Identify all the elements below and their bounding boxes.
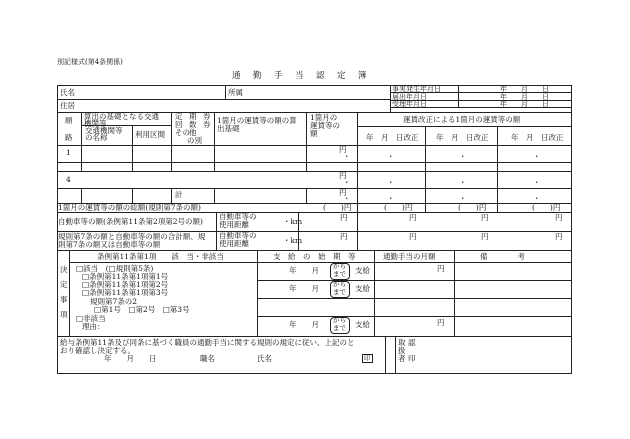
combined-rev1-yen: 円 xyxy=(409,232,417,241)
car-rev3-yen: 円 xyxy=(555,213,563,222)
rule72-label: 規則第7条の2 xyxy=(90,297,138,306)
order-header-bottom: 路 xyxy=(65,133,73,142)
car-distance-unit: ・km xyxy=(283,217,303,226)
row1-rev1-dot: ・ xyxy=(387,152,395,161)
start-row4-yearmonth[interactable]: 年 月 xyxy=(289,320,319,329)
name-label: 氏名 xyxy=(60,88,75,97)
handler-label-3: 者 xyxy=(398,354,406,363)
total-rule-rev3[interactable]: ( )円 xyxy=(532,203,561,212)
total-dot: ・ xyxy=(343,194,351,203)
revision-col-2: 年 月 日改正 xyxy=(436,133,489,142)
clause-header: 条例第11条第1項 該 当・非該当 xyxy=(97,252,224,261)
total-yen: 円 xyxy=(339,188,347,197)
total-rev3-dot: ・ xyxy=(533,194,541,203)
signer-name-label: 氏名 xyxy=(257,354,272,363)
rule72-checkboxes[interactable]: □第1号 □第2号 □第3号 xyxy=(94,305,190,314)
start-row4-made: まで xyxy=(333,324,346,332)
confirmation-statement-1: 給与条例第11条及び同条に基づく職員の通勤手当に関する規則の規定に従い、上記のと xyxy=(60,338,355,347)
section-header: 利用区間 xyxy=(135,130,165,139)
combined-distance-label-2: 使用距離 xyxy=(219,239,249,248)
confirm-label-3: 印 xyxy=(408,354,416,363)
period-col-1a: 定 xyxy=(175,112,183,121)
page-title: 通 勤 手 当 認 定 簿 xyxy=(232,71,369,81)
row1-dot: ・ xyxy=(343,152,351,161)
monthly-basis-header-2: 出基礎 xyxy=(217,124,240,133)
combined-label-1: 規則第7条の額と自動車等の額の合計額、規 xyxy=(58,232,206,241)
total-rule-label: 1箇月の運賃等の額の総額(規則第7条の額) xyxy=(58,203,201,212)
period-col-3b: 券 xyxy=(203,120,211,129)
start-row1-kara: から xyxy=(333,262,346,270)
car-distance-label-1: 自動車等の xyxy=(219,212,257,221)
combined-yen: 円 xyxy=(340,232,348,241)
order-header-top: 順 xyxy=(65,116,73,125)
car-distance-label-2: 使用距離 xyxy=(219,220,249,229)
row4-rev1-dot: ・ xyxy=(387,178,395,187)
total-rev1-dot: ・ xyxy=(387,194,395,203)
clause-item-1-checkbox[interactable]: □条例第11条第1項第1号 xyxy=(82,272,169,281)
agency-header-2: の名称 xyxy=(85,133,108,142)
handler-label-2: 扱 xyxy=(398,346,406,355)
start-row2-payment: 支給 xyxy=(355,284,370,293)
start-row2-yearmonth[interactable]: 年 月 xyxy=(289,284,319,293)
seal-mark xyxy=(362,354,373,363)
monthly-fare-header-3: 額 xyxy=(310,129,318,138)
clause-item-3-checkbox[interactable]: □条例第11条第1項第3号 xyxy=(82,288,169,297)
period-col-2a: 期 xyxy=(189,112,197,121)
row4-rev2-dot: ・ xyxy=(459,178,467,187)
decision-side-2: 定 xyxy=(60,280,68,289)
decision-side-3: 事 xyxy=(60,295,68,304)
confirmation-date[interactable]: 年 月 日 xyxy=(104,354,157,363)
basis-header-2: 機関等 xyxy=(84,119,107,128)
fact-date-label: 事実発生年月日 xyxy=(392,85,441,93)
car-rev2-yen: 円 xyxy=(481,213,489,222)
period-col-2b: 数 xyxy=(189,120,197,129)
basis-header-1: 算出の基礎となる交通 xyxy=(84,112,159,121)
row4-dot: ・ xyxy=(343,178,351,187)
monthly-basis-header-1: 1箇月の運賃等の額の算 xyxy=(217,116,297,125)
remarks-header: 備 考 xyxy=(480,252,525,261)
fact-date-value[interactable]: 年 月 日 xyxy=(500,85,549,93)
start-row1-yen: 円 xyxy=(437,264,445,273)
total-rev2-dot: ・ xyxy=(459,194,467,203)
car-amount-label: 自動車等の額(条例第11条第2項第2号の額) xyxy=(58,217,203,226)
confirm-label-1: 認 xyxy=(408,338,416,347)
start-row1-payment: 支給 xyxy=(355,266,370,275)
start-row4-yen: 円 xyxy=(437,318,445,327)
revision-col-1: 年 月 日改正 xyxy=(366,133,419,142)
position-label: 職名 xyxy=(200,354,215,363)
start-row1-yearmonth[interactable]: 年 月 xyxy=(289,266,319,275)
decision-side-4: 項 xyxy=(60,310,68,319)
start-row2-kara: から xyxy=(333,280,346,288)
combined-label-2: 則第7条の額又は自動車等の額 xyxy=(58,240,161,249)
total-rule-rev1[interactable]: ( )円 xyxy=(384,203,413,212)
monthly-fare-header-2: 運賃等の xyxy=(310,121,340,130)
clause-item-2-checkbox[interactable]: □条例第11条第1項第2号 xyxy=(82,280,169,289)
combined-distance-unit: ・km xyxy=(283,236,303,245)
total-rule-rev2[interactable]: ( )円 xyxy=(458,203,487,212)
period-col-2c: 他 xyxy=(189,128,197,137)
car-rev1-yen: 円 xyxy=(409,213,417,222)
notify-date-value[interactable]: 年 月 日 xyxy=(500,93,549,101)
period-col-3c: の別 xyxy=(187,136,202,145)
combined-distance-label-1: 自動車等の xyxy=(219,231,257,240)
receipt-date-value[interactable]: 年 月 日 xyxy=(500,100,549,108)
combined-rev3-yen: 円 xyxy=(555,232,563,241)
car-yen: 円 xyxy=(340,213,348,222)
dept-label: 所属 xyxy=(228,88,243,97)
period-col-3a: 券 xyxy=(203,112,211,121)
total-label: 計 xyxy=(175,190,183,199)
agency-header-1: 交通機関等 xyxy=(85,126,123,135)
row4-rev3-dot: ・ xyxy=(533,178,541,187)
total-rule-amount[interactable]: ( )円 xyxy=(323,203,352,212)
row-number-1: 1 xyxy=(66,148,71,157)
revision-col-3: 年 月 日改正 xyxy=(511,133,564,142)
combined-rev2-yen: 円 xyxy=(481,232,489,241)
period-col-1c: その xyxy=(175,128,190,137)
decision-side-1: 決 xyxy=(60,265,68,274)
not-applicable-checkbox[interactable]: □非該当 xyxy=(76,314,106,323)
receipt-date-label: 受理年月日 xyxy=(392,100,427,108)
start-row4-kara: から xyxy=(333,316,346,324)
period-col-1b: 回 xyxy=(175,120,183,129)
start-row2-made: まで xyxy=(333,288,346,296)
row1-yen: 円 xyxy=(339,145,347,154)
row1-rev3-dot: ・ xyxy=(533,152,541,161)
notify-date-label: 届出年月日 xyxy=(392,93,427,101)
start-row1-made: まで xyxy=(333,270,346,278)
confirmation-statement-2: おり確認し決定する。 xyxy=(60,346,135,355)
handler-label-1: 取 xyxy=(398,338,406,347)
form-id: 別記様式(第4条関係) xyxy=(57,58,123,66)
applicable-checkbox[interactable]: □該当 (□規則第5条) xyxy=(76,264,154,273)
row1-rev2-dot: ・ xyxy=(459,152,467,161)
start-row4-payment: 支給 xyxy=(355,320,370,329)
row-number-4: 4 xyxy=(66,175,71,184)
revision-header: 運賃改正による1箇月の運賃等の額 xyxy=(403,115,521,124)
amount-header: 通勤手当の月額 xyxy=(383,252,436,261)
address-label: 住居 xyxy=(60,101,75,110)
reason-label: 理由： xyxy=(82,322,105,331)
row4-yen: 円 xyxy=(339,171,347,180)
monthly-fare-header-1: 1箇月の xyxy=(310,113,338,122)
start-header: 支 給 の 始 期 等 xyxy=(273,252,356,261)
seal-text: 印 xyxy=(364,354,371,362)
